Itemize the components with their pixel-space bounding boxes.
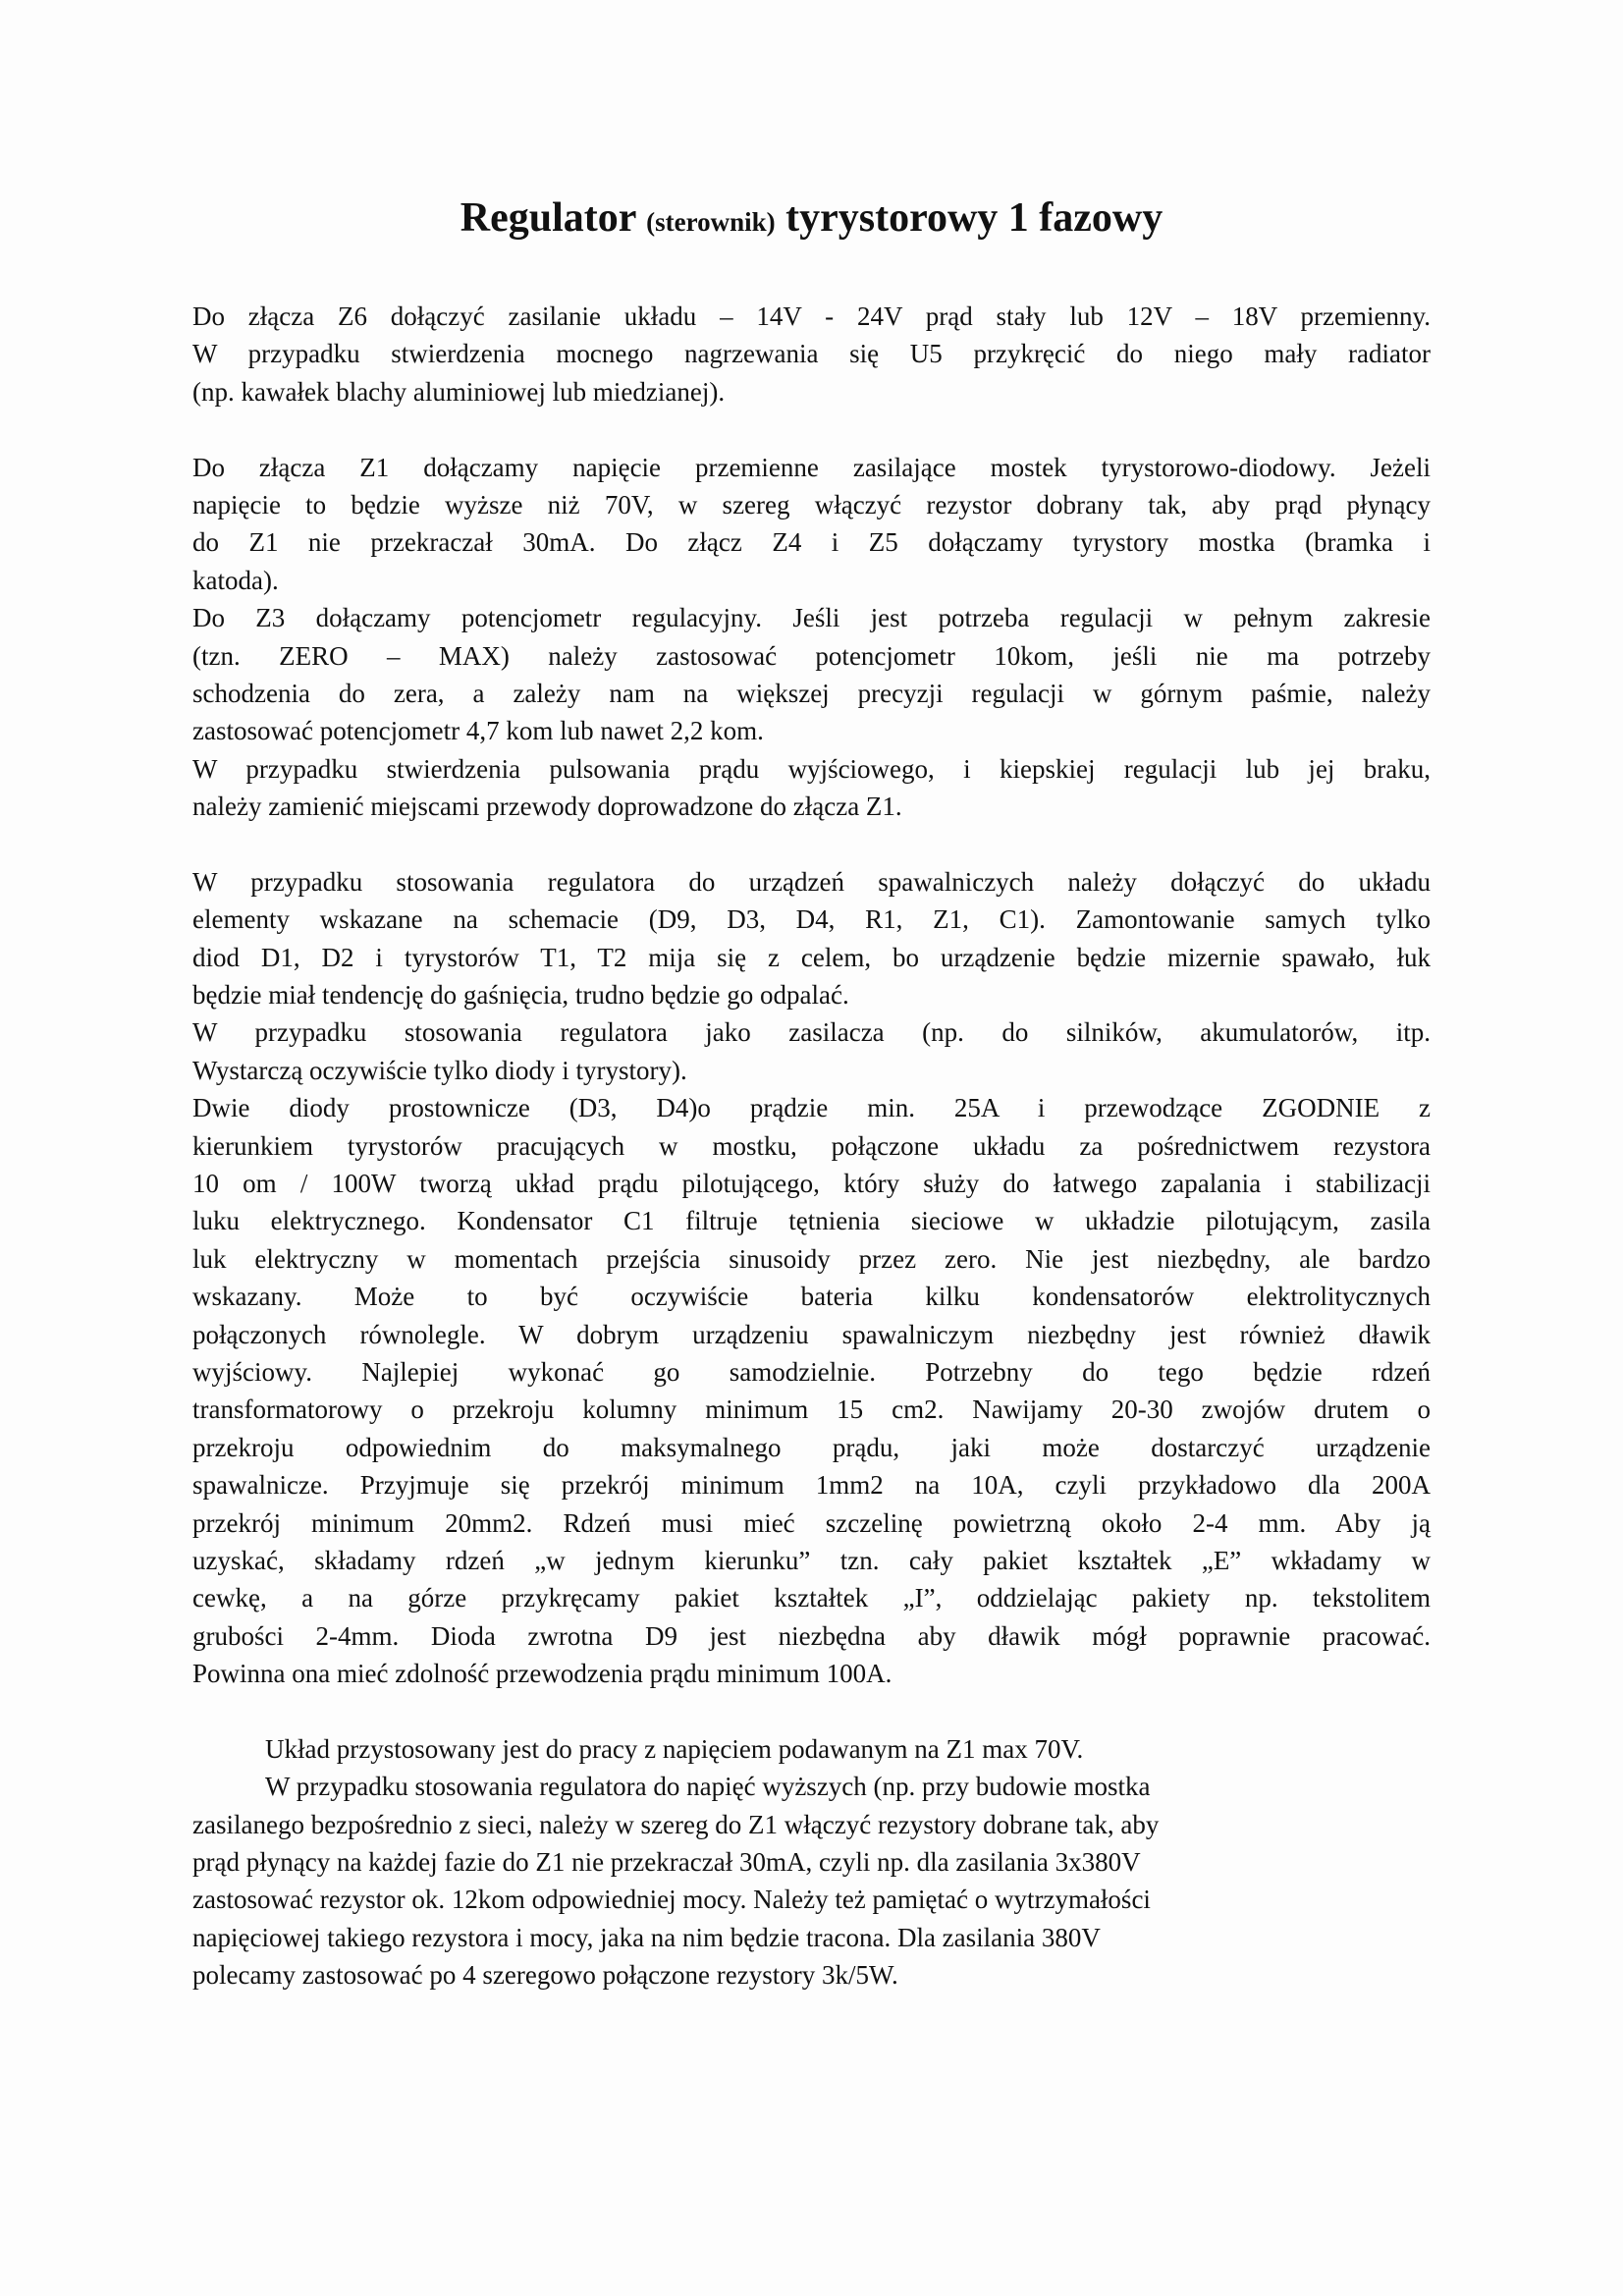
- title-main: Regulator: [460, 195, 636, 241]
- text-line: luku elektrycznego. Kondensator C1 filtruje tętnienia sieciowe w układzie pilotującym, zasila: [192, 1206, 1431, 1236]
- text-line: Do złącza Z6 dołączyć zasilanie układu – 14V - 24V prąd stały lub 12V – 18V przemienny.: [192, 301, 1431, 331]
- text-line: zastosować rezystor ok. 12kom odpowiedniej mocy. Należy też pamiętać o wytrzymałości: [192, 1885, 1151, 1915]
- text-line: W przypadku stwierdzenia mocnego nagrzewania się U5 przykręcić do niego mały radiator: [192, 339, 1431, 369]
- text-line: katoda).: [192, 565, 279, 595]
- title-parenthetical: (sterownik): [646, 207, 776, 237]
- paragraph-gap: [192, 825, 1431, 862]
- text-line: polecamy zastosować po 4 szeregowo połączone rezystory 3k/5W.: [192, 1960, 898, 1991]
- text-line: spawalnicze. Przyjmuje się przekrój minimum 1mm2 na 10A, czyli przykładowo dla 200A: [192, 1470, 1431, 1501]
- text-line: Do złącza Z1 dołączamy napięcie przemienne zasilające mostek tyrystorowo-diodowy. Jeżeli: [192, 452, 1431, 482]
- text-line: należy zamienić miejscami przewody doprowadzone do złącza Z1.: [192, 792, 902, 822]
- text-line: przekroju odpowiednim do maksymalnego prądu, jaki może dostarczyć urządzenie: [192, 1432, 1431, 1462]
- paragraph-gap: [192, 1692, 1431, 1729]
- text-line: kierunkiem tyrystorów pracujących w mostku, połączone układu za pośrednictwem rezystora: [192, 1130, 1431, 1161]
- text-line: W przypadku stosowania regulatora do urządzeń spawalniczych należy dołączyć do układu: [192, 866, 1431, 897]
- paragraph-connections: [192, 449, 1431, 826]
- document-title: [0, 189, 1623, 251]
- text-line: (tzn. ZERO – MAX) należy zastosować potencjometr 10kom, jeśli nie ma potrzeby: [192, 640, 1431, 671]
- text-line: W przypadku stosowania regulatora jako zasilacza (np. do silników, akumulatorów, itp.: [192, 1017, 1431, 1048]
- text-line: cewkę, a na górze przykręcamy pakiet kształtek „I”, oddzielając pakiety np. tekstolitem: [192, 1583, 1431, 1613]
- text-line: (np. kawałek blachy aluminiowej lub miedzianej).: [192, 376, 726, 407]
- text-line: będzie miał tendencję do gaśnięcia, trudno będzie go odpalać.: [192, 980, 849, 1011]
- text-line: napięciowej takiego rezystora i mocy, jaka na nim będzie tracona. Dla zasilania 380V: [192, 1922, 1101, 1952]
- text-line: zastosować potencjometr 4,7 kom lub nawet 2,2 kom.: [192, 716, 764, 746]
- text-line: Do Z3 dołączamy potencjometr regulacyjny. Jeśli jest potrzeba regulacji w pełnym zakresie: [192, 603, 1431, 633]
- text-line: do Z1 nie przekraczał 30mA. Do złącz Z4 i Z5 dołączamy tyrystory mostka (bramka i: [192, 527, 1431, 558]
- text-line: połączonych równolegle. W dobrym urządzeniu spawalniczym niezbędny jest również dławik: [192, 1319, 1431, 1349]
- text-line: diod D1, D2 i tyrystorów T1, T2 mija się z celem, bo urządzenie będzie mizernie spawało, łuk: [192, 942, 1431, 972]
- text-line: prąd płynący na każdej fazie do Z1 nie przekraczał 30mA, czyli np. dla zasilania 3x380V: [192, 1847, 1141, 1878]
- text-line: schodzenia do zera, a zależy nam na większej precyzji regulacji w górnym paśmie, należy: [192, 678, 1431, 708]
- text-line: 10 om / 100W tworzą układ prądu pilotującego, który służy do łatwego zapalania i stabilizacji: [192, 1168, 1431, 1198]
- text-line: przekrój minimum 20mm2. Rdzeń musi mieć szczelinę powietrzną około 2-4 mm. Aby ją: [192, 1507, 1431, 1538]
- text-line: wskazany. Może to być oczywiście bateria kilku kondensatorów elektrolitycznych: [192, 1282, 1431, 1312]
- text-line: uzyskać, składamy rdzeń „w jednym kierunku” tzn. cały pakiet kształtek „E” wkładamy w: [192, 1545, 1431, 1575]
- text-line: W przypadku stosowania regulatora do napięć wyższych (np. przy budowie mostka: [265, 1772, 1151, 1802]
- text-line: grubości 2-4mm. Dioda zwrotna D9 jest niezbędna aby dławik mógł poprawnie pracować.: [192, 1620, 1431, 1651]
- text-line: zasilanego bezpośrednio z sieci, należy w szereg do Z1 włączyć rezystory dobrane tak, aby: [192, 1809, 1160, 1839]
- paragraph-power-supply: [192, 298, 1431, 410]
- text-line: elementy wskazane na schemacie (D9, D3, D4, R1, Z1, C1). Zamontowanie samych tylko: [192, 904, 1431, 935]
- text-line: Wystarczą oczywiście tylko diody i tyrystory).: [192, 1055, 687, 1085]
- paragraph-welding: [192, 863, 1431, 1693]
- paragraph-high-voltage: [192, 1730, 1431, 1995]
- text-line: Powinna ona mieć zdolność przewodzenia prądu minimum 100A.: [192, 1659, 893, 1689]
- text-line: Dwie diody prostownicze (D3, D4)o prądzie min. 25A i przewodzące ZGODNIE z: [192, 1093, 1431, 1123]
- document-body: [192, 298, 1431, 1995]
- text-line: napięcie to będzie wyższe niż 70V, w szereg włączyć rezystor dobrany tak, aby prąd płynący: [192, 489, 1431, 519]
- text-line: wyjściowy. Najlepiej wykonać go samodzielnie. Potrzebny do tego będzie rdzeń: [192, 1356, 1431, 1387]
- text-line: W przypadku stwierdzenia pulsowania prądu wyjściowego, i kiepskiej regulacji lub jej braku,: [192, 753, 1431, 784]
- title-main-rest: tyrystorowy 1 fazowy: [785, 195, 1163, 241]
- text-line: transformatorowy o przekroju kolumny minimum 15 cm2. Nawijamy 20-30 zwojów drutem o: [192, 1394, 1431, 1425]
- text-line: luk elektryczny w momentach przejścia sinusoidy przez zero. Nie jest niezbędny, ale bardzo: [192, 1243, 1431, 1274]
- paragraph-gap: [192, 410, 1431, 448]
- text-line: Układ przystosowany jest do pracy z napięciem podawanym na Z1 max 70V.: [265, 1733, 1084, 1764]
